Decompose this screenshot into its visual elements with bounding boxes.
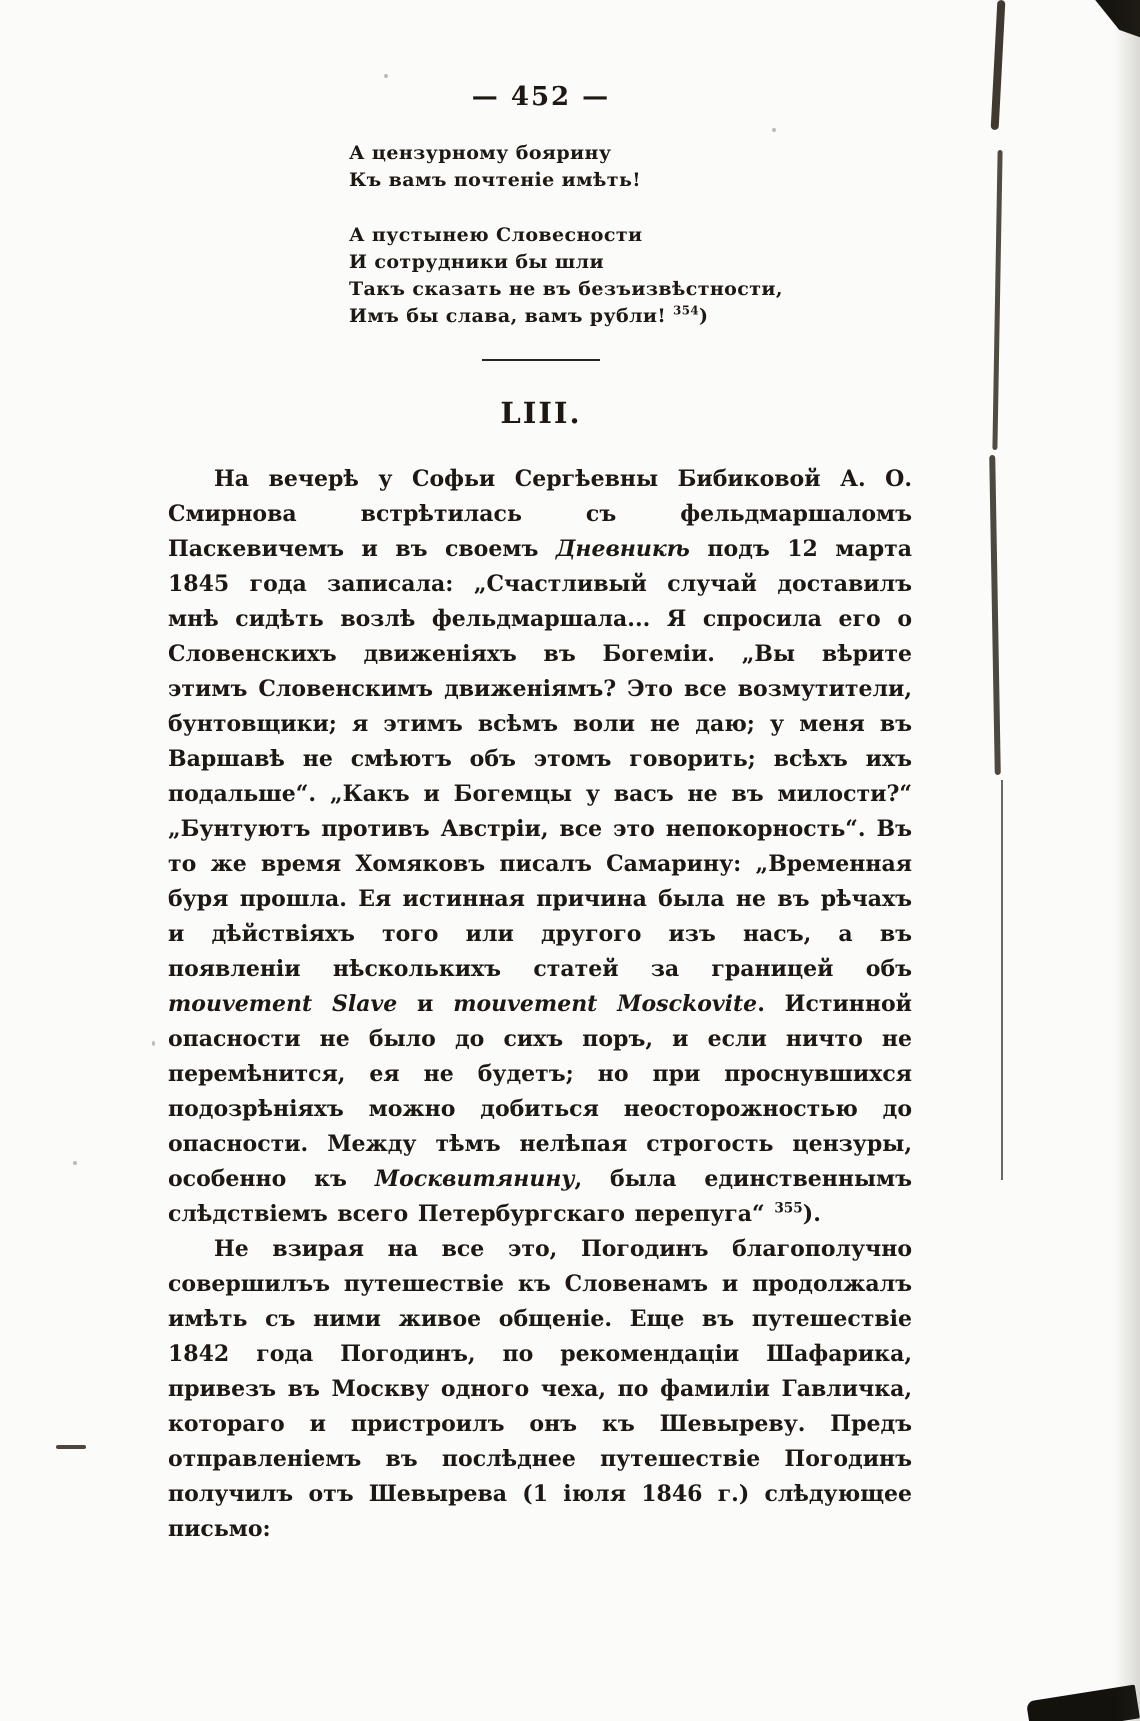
text-run: , была единственнымъ слѣдствіемъ всего Петербургскаго перепуга“ <box>168 1166 913 1227</box>
verse-line-text: Имъ бы слава, вамъ рубли! <box>349 305 674 327</box>
body-text <box>168 462 912 1547</box>
verse-block <box>349 140 783 330</box>
footnote-ref: 355 <box>774 1200 803 1217</box>
verse-line: А цензурному боярину <box>349 142 612 164</box>
text-run-italic: Москвитянину <box>374 1166 575 1192</box>
verse-line: И сотрудники бы шли <box>349 251 604 273</box>
text-run-italic: mouvement Slave <box>168 991 398 1017</box>
footnote-tail: ) <box>698 305 709 327</box>
binding-streak <box>992 150 1002 450</box>
text-run-italic: Дневникѣ <box>555 536 690 562</box>
binding-streak <box>989 455 1001 775</box>
verse-line: Такъ сказать не въ безъизвѣстности, <box>349 278 783 300</box>
footnote-ref: 354 <box>673 303 699 318</box>
text-run: . Истинной опасности не было до сихъ поръ, и если ничто не перемѣнится, ея не будетъ; но при проснувшихся подозрѣніяхъ можно добиться неосторожностью до опасности. Между тѣмъ нелѣпая строгость цензуры, особенно къ <box>168 991 912 1192</box>
scan-dash-mark <box>56 1445 86 1449</box>
text-run: и <box>397 991 454 1017</box>
verse-line: Къ вамъ почтеніе имѣть! <box>349 169 642 191</box>
binding-streak <box>1001 780 1003 1180</box>
page-number: — 452 — <box>471 82 611 112</box>
section-heading: LIII. <box>500 396 582 430</box>
footnote-tail: ). <box>802 1201 821 1227</box>
text-run: На вечерѣ у Софьи Сергѣевны Бибиковой А. О. Смирнова встрѣтилась съ фельдмаршаломъ Паскевичемъ и въ своемъ <box>168 466 912 562</box>
scan-speck <box>772 128 776 132</box>
paragraph: Не взирая на все это, Погодинъ благополучно совершилъъ путешествіе къ Словенамъ и продолжалъ имѣть съ ними живое общеніе. Еще въ путешествіе 1842 года Погодинъ, по рекомендаціи Шафарика, привезъ въ Москву одного чеха, по фамиліи Гавличка, котораго и пристроилъ онъ къ Шевыреву. Предъ отправленіемъ въ послѣднее путешествіе Погодинъ получилъ отъ Шевырева (1 іюля 1846 г.) слѣдующее письмо: <box>168 1236 912 1542</box>
page-edge-shadow <box>1114 0 1140 1721</box>
binding-streak <box>991 0 1006 130</box>
divider-rule <box>482 359 600 361</box>
text-run: подъ 12 марта 1845 года записала: „Счастливый случай доставилъ мнѣ сидѣть возлѣ фельдмаршала... Я спросила его о Словенскихъ движеніяхъ въ Богеміи. „Вы вѣрите этимъ Словенскимъ движеніямъ? Это все возмутители, бунтовщики; я этимъ всѣмъ воли не даю; у меня въ Варшавѣ не смѣютъ объ этомъ говорить; всѣхъ ихъ подальше“. „Какъ и Богемцы у васъ не въ милости?“ „Бунтуютъ противъ Австріи, все это непокорность“. Въ то же время Хомяковъ писалъ Самарину: „Временная буря прошла. Ея истинная причина была не въ рѣчахъ и дѣйствіяхъ того или другого изъ насъ, а въ появленіи нѣсколькихъ статей за границей объ <box>168 536 912 982</box>
scan-corner-mark <box>1084 0 1140 40</box>
scan-speck <box>73 1161 77 1165</box>
scan-speck <box>152 1041 155 1046</box>
section-divider <box>170 346 912 365</box>
verse-stanza-2 <box>349 222 783 330</box>
verse-line: А пустынею Словесности <box>349 224 643 246</box>
paragraph <box>168 462 912 1232</box>
verse-stanza-1 <box>349 140 783 194</box>
scan-speck <box>384 74 388 78</box>
text-run-italic: mouvement Mosckovite <box>453 991 758 1017</box>
scan-corner-mark <box>1026 1685 1140 1721</box>
verse-line <box>349 303 783 330</box>
